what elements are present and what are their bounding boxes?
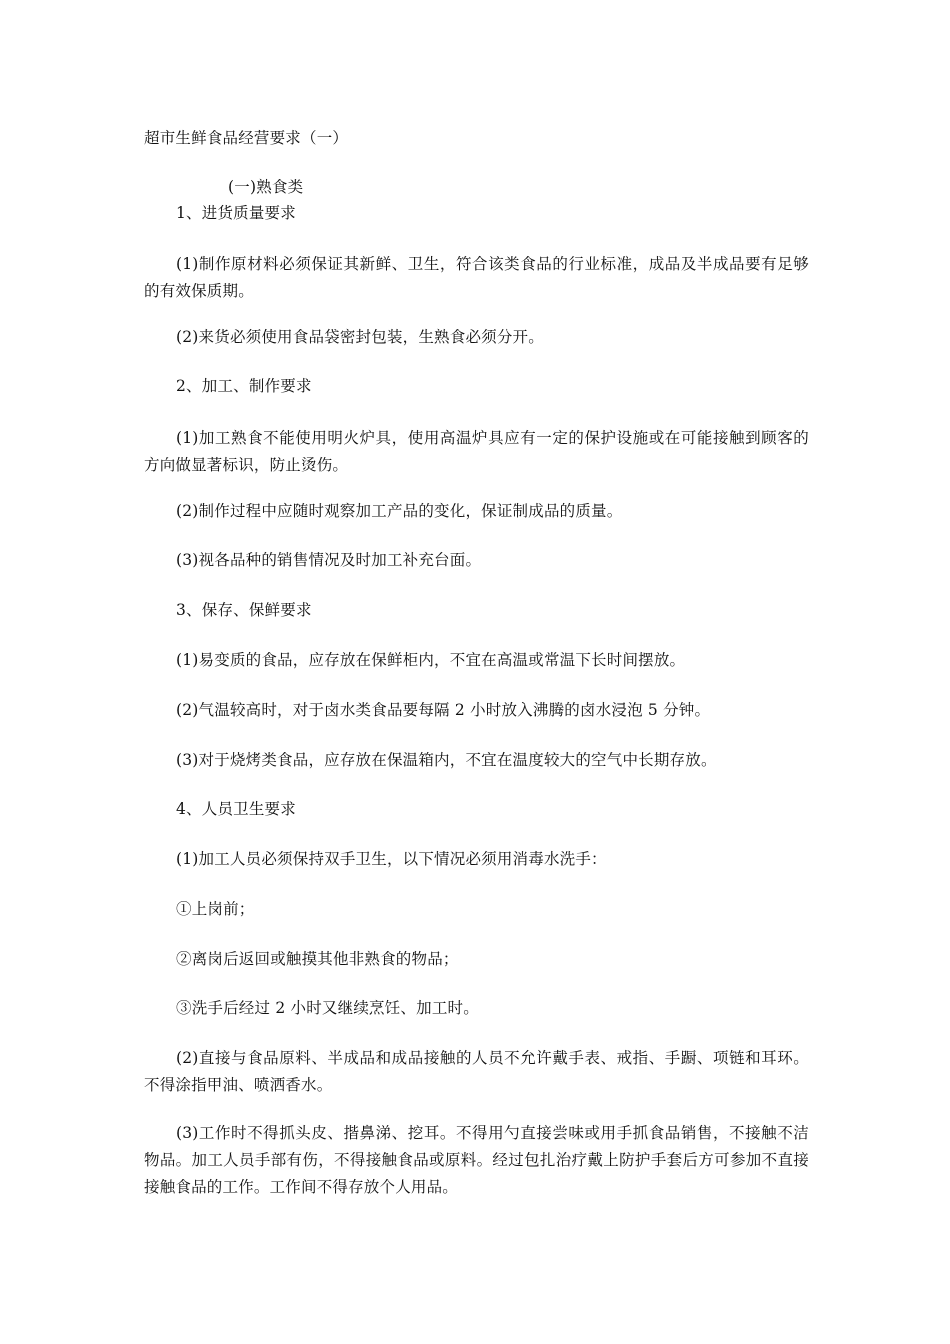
section-heading: 4、人员卫生要求 <box>176 800 296 818</box>
paragraph: (2)直接与食品原料、半成品和成品接触的人员不允许戴手表、戒指、手蹰、项链和耳环。不得涂指甲油、喷洒香水。 <box>144 1049 809 1094</box>
section-heading: 1、进货质量要求 <box>176 204 296 222</box>
list-item: ②离岗后返回或触摸其他非熟食的物品； <box>176 950 459 968</box>
paragraph: (1)易变质的食品，应存放在保鲜柜内，不宜在高温或常温下长时间摆放。 <box>176 651 686 669</box>
list-item: ①上岗前； <box>176 900 255 918</box>
category-heading: (一)熟食类 <box>228 178 304 196</box>
paragraph: (3)工作时不得抓头皮、揩鼻涕、挖耳。不得用勺直接尝味或用手抓食品销售，不接触不洁物品。加工人员手部有伤，不得接触食品或原料。经过包扎治疗戴上防护手套后方可参加不直接接触食品的工作。工作间不得存放个人用品。 <box>144 1124 809 1196</box>
section-heading: 3、保存、保鲜要求 <box>176 601 312 619</box>
paragraph: (3)对于烧烤类食品，应存放在保温箱内，不宜在温度较大的空气中长期存放。 <box>176 751 717 769</box>
document-title: 超市生鲜食品经营要求（一） <box>144 129 349 147</box>
paragraph: (1)加工人员必须保持双手卫生，以下情况必须用消毒水洗手： <box>176 850 607 868</box>
list-item: ③洗手后经过 2 小时又继续烹饪、加工时。 <box>176 999 479 1017</box>
paragraph: (2)气温较高时，对于卤水类食品要每隔 2 小时放入沸腾的卤水浸泡 5 分钟。 <box>176 701 711 719</box>
paragraph: (2)制作过程中应随时观察加工产品的变化，保证制成品的质量。 <box>176 502 623 520</box>
paragraph: (1)加工熟食不能使用明火炉具，使用高温炉具应有一定的保护设施或在可能接触到顾客的方向做显著标识，防止烫伤。 <box>144 429 809 474</box>
section-heading: 2、加工、制作要求 <box>176 377 312 395</box>
paragraph: (2)来货必须使用食品袋密封包装，生熟食必须分开。 <box>176 328 544 346</box>
paragraph: (3)视各品种的销售情况及时加工补充台面。 <box>176 551 482 569</box>
paragraph: (1)制作原材料必须保证其新鲜、卫生，符合该类食品的行业标准，成品及半成品要有足够的有效保质期。 <box>144 255 809 300</box>
